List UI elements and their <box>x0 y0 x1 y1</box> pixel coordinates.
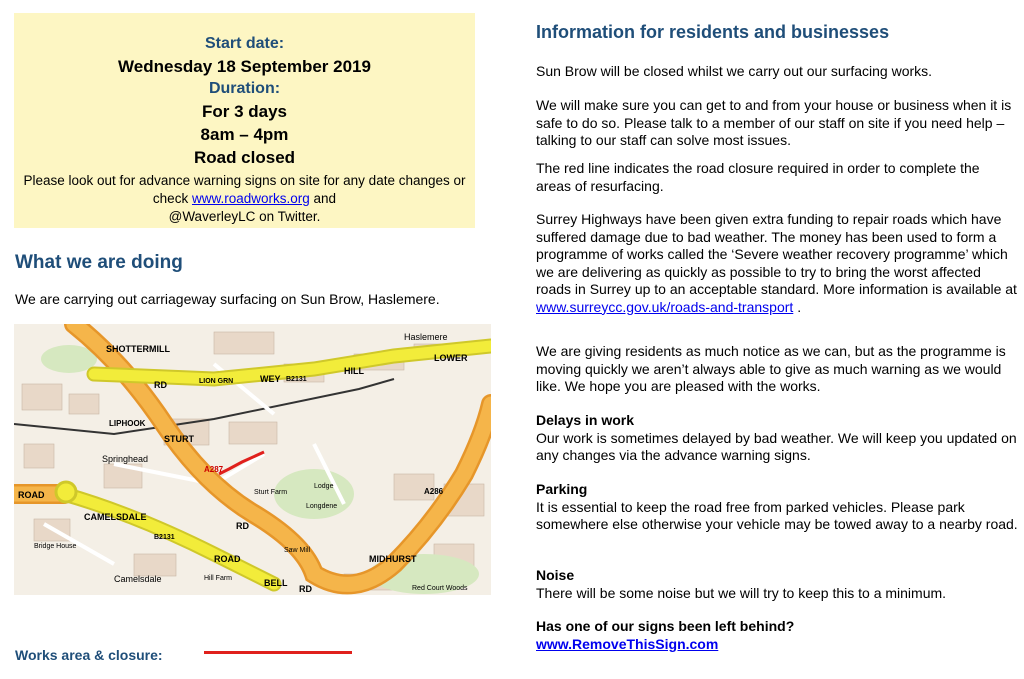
location-map <box>14 324 491 595</box>
dates-note <box>14 172 475 226</box>
parking-text: It is essential to keep the road free from parked vehicles. Please park somewhere else otherwise your vehicle may be towed away to a nearby road. <box>536 498 1018 532</box>
dates-note-text: Please look out for advance warning signs on site for any date changes or check <box>23 173 466 206</box>
map-label-sturt: STURT <box>164 434 194 444</box>
map-label-rd-bell: RD <box>299 584 312 594</box>
map-label-liphook: LIPHOOK <box>109 419 146 428</box>
map-label-camelsdale: Camelsdale <box>114 574 162 584</box>
start-date-value: Wednesday 18 September 2019 <box>118 57 371 76</box>
noise-heading: Noise <box>536 567 575 583</box>
map-label-lower: LOWER <box>434 353 468 363</box>
duration-hours: 8am – 4pm <box>200 125 289 144</box>
info-p4-end: . <box>797 298 802 315</box>
map-label-saw-mill: Saw Mill <box>284 547 311 554</box>
map-label-haslemere: Haslemere <box>404 332 448 342</box>
dates-box <box>14 13 475 228</box>
map-label-b2131-north: B2131 <box>286 376 307 383</box>
info-p4-text: Surrey Highways have been given extra funding to repair roads which have suffered damage due to bad weather. The money has been used to form a programme of works called the ‘Severe weather recovery programme’ which we are delivering as quickly as possible to try to bring the worst affected roads in Surrey up to an acceptable standard. More information is available at <box>536 211 1017 297</box>
map-label-midhurst: MIDHURST <box>369 554 417 564</box>
map-label-longdene: Longdene <box>306 503 338 510</box>
map-label-wey: WEY <box>260 374 281 384</box>
duration-label: Duration: <box>208 80 281 97</box>
map-label-bell: BELL <box>264 578 288 588</box>
map-label-bridge-house: Bridge House <box>34 543 77 550</box>
info-p4 <box>536 211 1018 316</box>
map-label-sturt-farm: Sturt Farm <box>254 489 288 496</box>
works-area-label: Works area & closure: <box>15 647 163 663</box>
noise-section <box>536 567 1018 602</box>
surreycc-link[interactable]: www.surreycc.gov.uk/roads-and-transport <box>536 298 794 315</box>
roadworks-link[interactable]: www.roadworks.org <box>191 191 310 206</box>
map-label-rd-sturt: RD <box>236 521 249 531</box>
map-label-springhead: Springhead <box>102 454 149 464</box>
what-heading: What we are doing <box>15 252 183 273</box>
parking-section <box>536 481 1018 534</box>
delays-section <box>536 412 1018 465</box>
map-label-lion-grn: LION GRN <box>199 378 234 385</box>
map-label-a286: A286 <box>424 487 444 496</box>
map-label-hill-farm: Hill Farm <box>204 575 232 582</box>
start-date-label: Start date: <box>204 35 285 52</box>
signs-heading: Has one of our signs been left behind? <box>536 618 795 634</box>
map-label-hill: HILL <box>344 366 364 376</box>
map-label-road-south: ROAD <box>214 554 241 564</box>
map-label-a287: A287 <box>204 465 224 474</box>
map-label-b2131-south: B2131 <box>154 534 175 541</box>
map-label-red-court-woods: Red Court Woods <box>412 585 468 592</box>
info-p3: The red line indicates the road closure required in order to complete the areas of resurfacing. <box>536 160 980 194</box>
map-label-shottermill: SHOTTERMILL <box>106 344 170 354</box>
what-text: We are carrying out carriageway surfacing on Sun Brow, Haslemere. <box>15 291 440 307</box>
dates-note-twitter: @WaverleyLC on Twitter. <box>168 209 321 224</box>
noise-text: There will be some noise but we will try to keep this to a minimum. <box>536 584 947 601</box>
map-label-rd-north: RD <box>154 380 167 390</box>
delays-text: Our work is sometimes delayed by bad weather. We will keep you updated on any changes via the advance warning signs. <box>536 429 1017 463</box>
dates-note-and: and <box>313 191 337 206</box>
signs-section <box>536 618 1018 653</box>
map-label-lodge: Lodge <box>314 483 334 490</box>
info-p1: Sun Brow will be closed whilst we carry out our surfacing works. <box>536 63 933 79</box>
closure-legend-line <box>204 651 352 654</box>
delays-heading: Delays in work <box>536 412 635 428</box>
road-status: Road closed <box>193 148 296 167</box>
map-label-road-west: ROAD <box>18 490 45 500</box>
parking-heading: Parking <box>536 481 588 497</box>
duration-days: For 3 days <box>201 102 288 121</box>
info-heading: Information for residents and businesses <box>536 22 890 42</box>
info-p5: We are giving residents as much notice as we can, but as the programme is moving quickly we aren’t always able to give as much warning as we would like. We hope you are pleased with the works. <box>536 343 1006 394</box>
info-p2: We will make sure you can get to and from your house or business when it is safe to do so. Please talk to a member of our staff on site if you need help – talking to our staff can solve most issues. <box>536 97 1012 148</box>
map-label-camelsdale-rd: CAMELSDALE <box>84 512 147 522</box>
remove-sign-link[interactable]: www.RemoveThisSign.com <box>536 635 719 652</box>
